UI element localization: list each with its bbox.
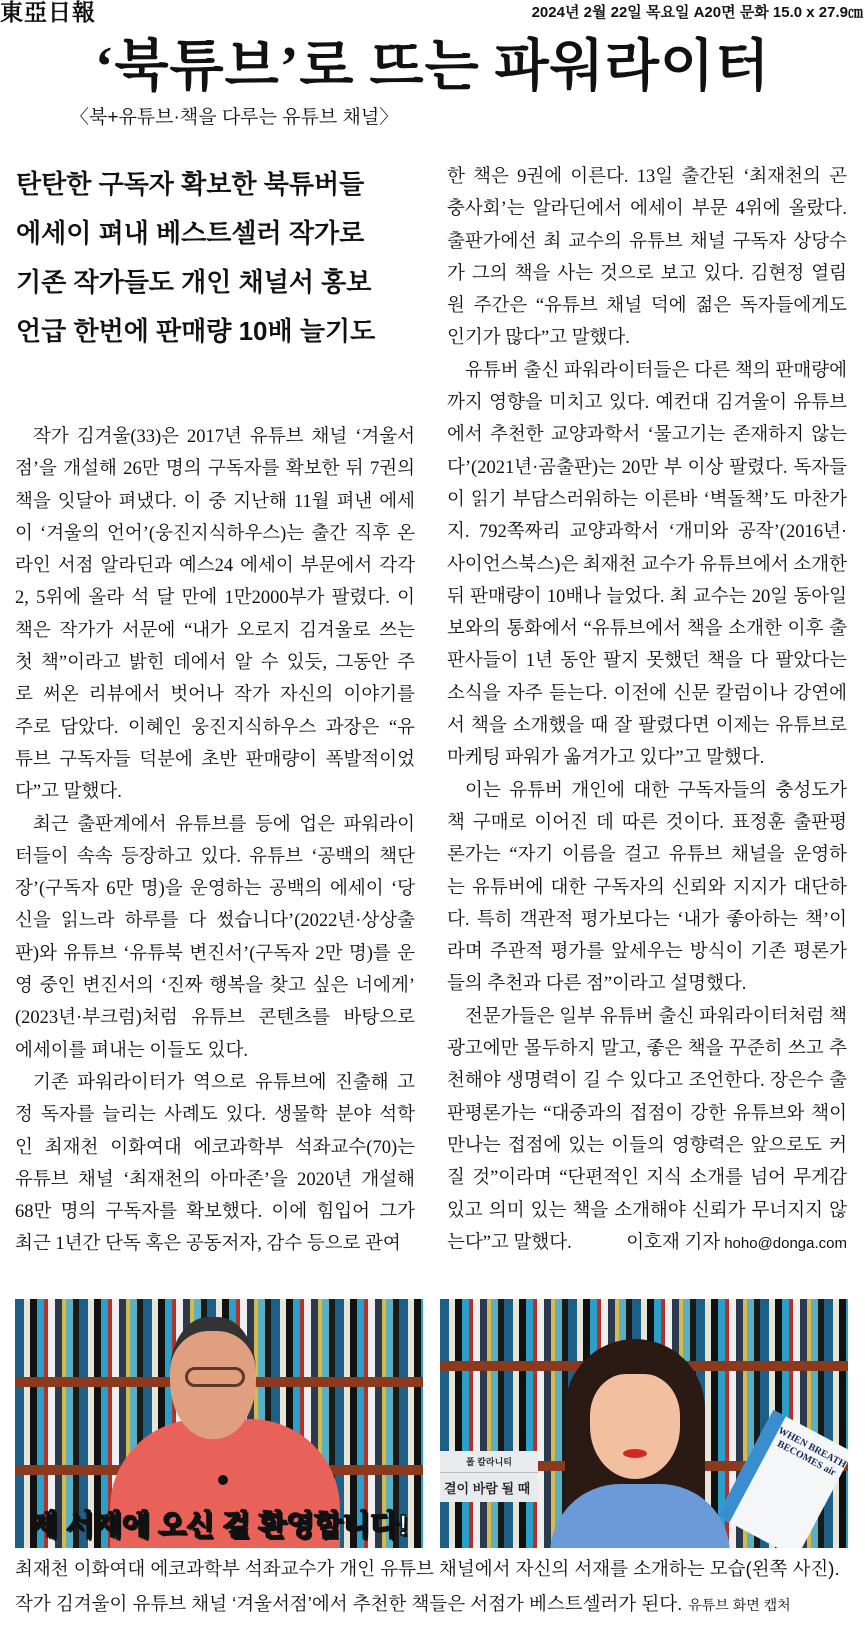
text-line: 서 책을 소개했을 때 잘 팔렸다면 이제는 유튜브로 <box>447 716 847 737</box>
text-line: 한 책은 9권에 이른다. 13일 출간된 ‘최재천의 곤 <box>447 167 847 187</box>
text-line: 에서 추천한 교양과학서 ‘물고기는 존재하지 않는 <box>447 425 847 446</box>
text-line: 까지 영향을 미치고 있다. 예컨대 김겨울이 유튜브 <box>447 393 847 414</box>
text-line: (2023년·부크럼)처럼 유튜브 콘텐츠를 바탕으로 <box>15 1008 415 1029</box>
text-line: 라며 주관적 평가를 앞세우는 방식이 기존 평론가 <box>447 942 847 963</box>
text-line: 이 읽기 부담스러워하는 이른바 ‘벽돌책’도 마찬가 <box>447 489 847 510</box>
caption-text: 최재천 이화여대 에코과학부 석좌교수가 개인 유튜브 채널에서 자신의 서재를 소개하는 모습(왼쪽 사진). 작가 김겨울이 유튜브 채널 ‘겨울서점’에서 추천한 책들은 서점가 베스트셀러가 된다. <box>15 1558 840 1614</box>
text-line: 다”고 말했다. <box>15 782 122 803</box>
text-line: 판)와 유튜브 ‘유튜북 변진서’(구독자 2만 명)를 운 <box>15 943 415 964</box>
text-line: 가 그의 책을 사는 것으로 보고 있다. 김현정 열림 <box>447 263 847 284</box>
text-line: 이 ‘겨울의 언어’(웅진지식하우스)는 출간 직후 온 <box>15 523 415 544</box>
article-column-right <box>447 161 847 1259</box>
text-line: 영 중인 변진서의 ‘진짜 행복을 찾고 싶은 너에게’ <box>15 976 415 997</box>
photo-caption <box>15 1551 850 1623</box>
text-line: 기존 파워라이터가 역으로 유튜브에 진출해 고 <box>33 1072 415 1093</box>
text-line: 2, 5위에 올라 석 달 만에 1만2000부가 팔렸다. 이 <box>15 588 415 609</box>
text-line: 작가 김겨울(33)은 2017년 유튜브 채널 ‘겨울서 <box>33 427 415 447</box>
text-line: 마케팅 파워가 옮겨가고 있다”고 말했다. <box>447 748 765 769</box>
text-line: 첫 책”이라고 밝힌 데에서 알 수 있듯, 그동안 주 <box>15 653 415 674</box>
text-line: 장’(구독자 6만 명)을 운영하는 공백의 에세이 ‘당 <box>15 879 415 900</box>
subtitle-rest: 에 오신 걸 환영합니다! <box>122 1510 409 1542</box>
person-face <box>590 1374 680 1479</box>
book-label-title: 결이 바람 될 때 <box>444 1481 531 1496</box>
photo-author-library <box>440 1299 848 1548</box>
text-line: 충사회’는 알라딘에서 에세이 부문 4위에 올랐다. <box>447 199 847 220</box>
text-line: 책은 작가가 서문에 “내가 오로지 김겨울로 쓰는 <box>15 620 415 641</box>
text-line: 점’을 개설해 26만 명의 구독자를 확보한 뒤 7권의 <box>15 459 415 480</box>
text-line: 정 독자를 늘리는 사례도 있다. 생물학 분야 석학 <box>15 1105 415 1126</box>
text-line: 인 최재천 이화여대 에코과학부 석좌교수(70)는 <box>15 1137 415 1158</box>
article-column-left <box>15 421 415 1261</box>
text-line: 전문가들은 일부 유튜버 출신 파워라이터처럼 책 <box>465 1006 847 1027</box>
subtitle-highlight: 제 서재 <box>29 1510 123 1542</box>
text-line: 주로 담았다. 이혜인 웅진지식하우스 과장은 “유 <box>15 717 415 738</box>
text-line: 라인 서점 알라딘과 예스24 에세이 부문에서 각각 <box>15 556 415 577</box>
text-line: 들의 추천과 다른 점”이라고 설명했다. <box>447 974 747 995</box>
text-line: 신을 읽느라 하루를 다 썼습니다’(2022년·상상출 <box>15 911 415 932</box>
text-line: 터들이 속속 등장하고 있다. 유튜브 ‘공백의 책단 <box>15 846 415 867</box>
text-line: 지. 792쪽짜리 교양과학서 ‘개미와 공작’(2016년· <box>447 522 847 543</box>
text-line: 소식을 자주 듣는다. 이전에 신문 칼럼이나 강연에 <box>447 683 847 704</box>
text-line: 는다”고 말했다. <box>447 1232 572 1253</box>
text-line: 다. 특히 객관적 평가보다는 ‘내가 좋아하는 책’이 <box>447 909 847 930</box>
book-label-overlay <box>440 1451 538 1502</box>
headline-subtitle: 〈북+유튜브·책을 다루는 유튜브 채널〉 <box>70 107 399 128</box>
book-label-author: 폴 칼라니티 <box>440 1451 538 1473</box>
reporter-email[interactable]: hoho@donga.com <box>724 1234 847 1252</box>
text-line: 최근 1년간 단독 혹은 공동저자, 감수 등으로 관여 <box>15 1234 401 1255</box>
microphone-icon <box>218 1475 228 1485</box>
final-line-with-byline <box>447 1227 847 1259</box>
text-line: 유튜브 채널 ‘최재천의 아마존’을 2020년 개설해 <box>15 1169 415 1190</box>
text-line: 있고 의미 있는 책을 소개해야 신뢰가 무너지지 않 <box>447 1200 847 1221</box>
newspaper-logo: 東亞日報 <box>0 0 96 25</box>
text-line: 최근 출판계에서 유튜브를 등에 업은 파워라이 <box>33 814 415 835</box>
subheads <box>16 160 416 356</box>
text-line: 는 유튜버에 대한 구독자의 신뢰와 지지가 대단하 <box>447 877 847 898</box>
lips <box>623 1449 647 1458</box>
subhead: 기존 작가들도 개인 채널서 홍보 <box>16 267 372 297</box>
text-line: 사이언스북스)은 최재천 교수가 유튜브에서 소개한 <box>447 554 847 575</box>
held-book: WHEN BREATH BECOMES air <box>717 1410 848 1548</box>
text-line: 이는 유튜버 개인에 대한 구독자들의 충성도가 <box>465 780 847 801</box>
text-line: 론가는 “자기 이름을 걸고 유튜브 채널을 운영하 <box>447 845 847 866</box>
text-line: 판평론가는 “대중과의 접점이 강한 유튜브와 책이 <box>447 1103 847 1124</box>
subhead: 탄탄한 구독자 확보한 북튜버들 <box>16 169 365 199</box>
text-line: 천해야 생명력이 길 수 있다고 조언한다. 장은수 출 <box>447 1071 847 1092</box>
text-line: 유튜버 출신 파워라이터들은 다른 책의 판매량에 <box>465 360 847 381</box>
dateline: 2024년 2월 22일 목요일 A20면 문화 15.0 x 27.9㎝ <box>531 4 863 21</box>
glasses <box>185 1367 245 1387</box>
photo-professor-library <box>15 1299 423 1548</box>
text-line: 책 구매로 이어진 데 따른 것이다. 표정훈 출판평 <box>447 812 847 833</box>
text-line: 원 주간은 “유튜브 채널 덕에 젊은 독자들에게도 <box>447 296 847 317</box>
text-line: 출판가에선 최 교수의 유튜브 채널 구독자 상당수 <box>447 231 847 252</box>
headline: ‘북튜브’로 뜨는 파워라이터 <box>94 36 771 98</box>
subhead: 에세이 펴내 베스트셀러 작가로 <box>16 218 365 248</box>
text-line: 책을 잇달아 펴냈다. 이 중 지난해 11월 펴낸 에세 <box>15 491 415 512</box>
reporter-name: 이호재 기자 <box>626 1232 721 1253</box>
video-subtitle <box>15 1503 423 1544</box>
text-line: 광고에만 몰두하지 말고, 좋은 책을 꾸준히 쓰고 추 <box>447 1039 847 1060</box>
text-line: 다’(2021년·곰출판)는 20만 부 이상 팔렸다. 독자들 <box>447 457 847 478</box>
subhead: 언급 한번에 판매량 10배 늘기도 <box>16 316 376 346</box>
text-line: 68만 명의 구독자를 확보했다. 이에 힘입어 그가 <box>15 1202 415 1223</box>
text-line: 인기가 많다”고 말했다. <box>447 328 630 349</box>
text-line: 뒤 판매량이 10배나 늘었다. 최 교수는 20일 동아일 <box>447 586 847 607</box>
text-line: 판사들이 1년 동안 팔지 못했던 책을 다 팔았다는 <box>447 651 847 672</box>
byline <box>626 1227 847 1259</box>
text-line: 로 써온 리뷰에서 벗어나 작가 자신의 이야기를 <box>15 685 415 706</box>
text-line: 튜브 구독자들 덕분에 초반 판매량이 폭발적이었 <box>15 749 415 770</box>
text-line: 질 것”이라며 “단편적인 지식 소개를 넘어 무게감 <box>447 1168 847 1189</box>
text-line: 에세이를 펴내는 이들도 있다. <box>15 1040 248 1061</box>
text-line: 보와의 통화에서 “유튜브에서 책을 소개한 이후 출 <box>447 619 847 640</box>
photo-credit: 유튜브 화면 캡처 <box>688 1597 791 1613</box>
text-line: 만나는 접점에 있는 이들의 영향력은 앞으로도 커 <box>447 1135 847 1156</box>
